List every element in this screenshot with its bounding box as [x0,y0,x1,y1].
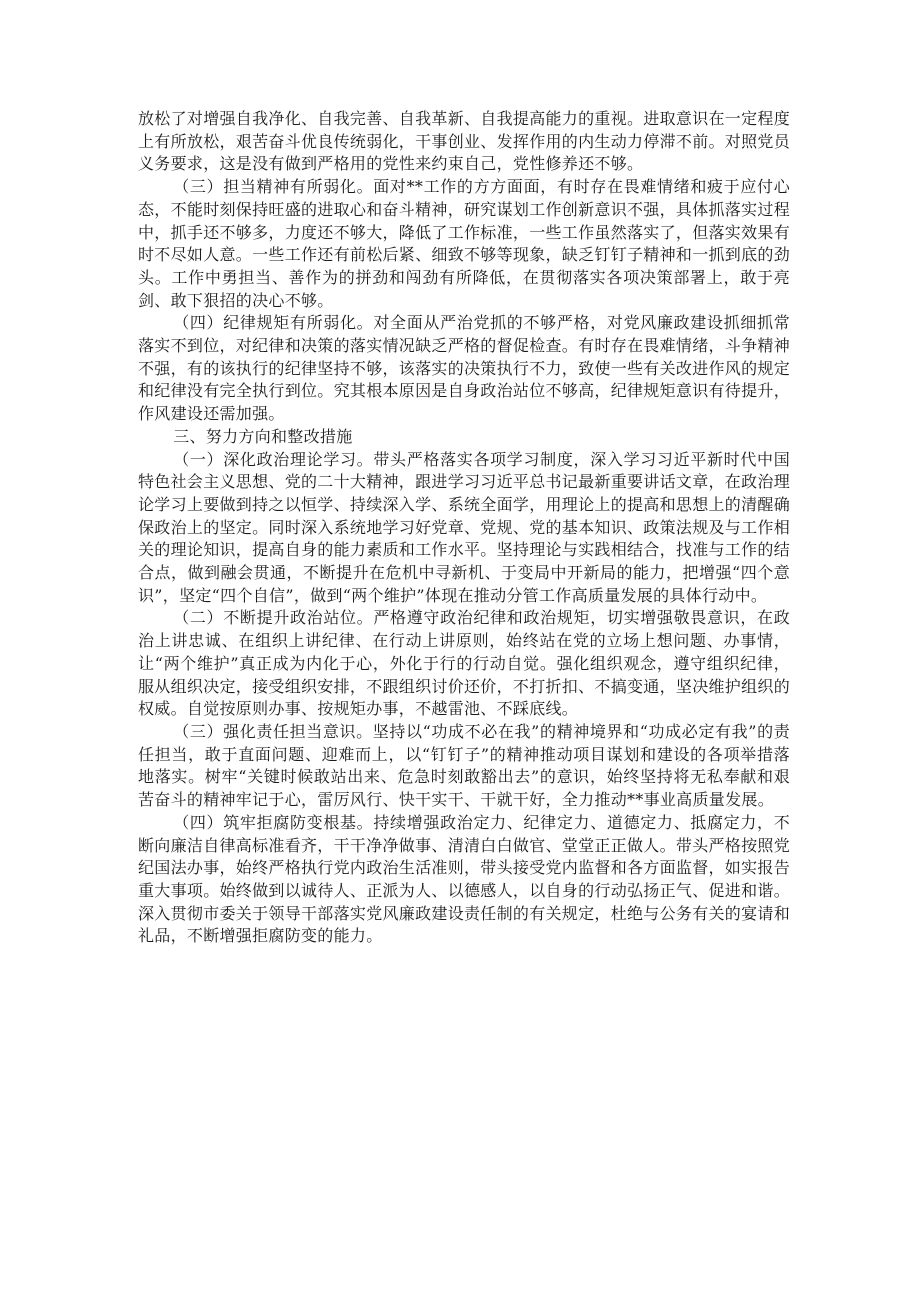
paragraph-anti-corruption: （四）筑牢拒腐防变根基。持续增强政治定力、纪律定力、道德定力、抵腐定力，不断向廉洁自律高标准看齐，干干净净做事、清清白白做官、堂堂正正做人。带头严格按照党纪国法办事，始终严格执行党内政治生活准则，带头接受党内监督和各方面监督，如实报告重大事项。始终做到以诚待人、正派为人、以德感人，以自身的行动弘扬正气、促进和谐。深入贯彻市委关于领导干部落实党风廉政建设责任制的有关规定，杜绝与公务有关的宴请和礼品，不断增强拒腐防变的能力。 [138,812,791,946]
paragraph-continuation: 放松了对增强自我净化、自我完善、自我革新、自我提高能力的重视。进取意识在一定程度上有所放松，艰苦奋斗优良传统弱化，干事创业、发挥作用的内生动力停滞不前。对照党员义务要求，这是没有做到严格用的党性来约束自己，党性修养还不够。 [138,109,791,174]
paragraph-political-stance: （二）不断提升政治站位。严格遵守政治纪律和政治规矩，切实增强敬畏意识，在政治上讲忠诚、在组织上讲纪律、在行动上讲原则，始终站在党的立场上想问题、办事情，让“两个维护”真正成为内化于心，外化于行的行动自觉。强化组织观念，遵守组织纪律，服从组织决定，接受组织安排，不跟组织讨价还价，不打折扣、不搞变通，坚决维护组织的权威。自觉按原则办事、按规矩办事，不越雷池、不踩底线。 [138,608,791,719]
document-body [138,108,790,948]
paragraph-responsibility: （三）强化责任担当意识。坚持以“功成不必在我”的精神境界和“功成必定有我”的责任担当，敢于直面问题、迎难而上，以“钉钉子”的精神推动项目谋划和建设的各项举措落地落实。树牢“关键时候敢站出来、危急时刻敢豁出去”的意识，始终坚持将无私奉献和艰苦奋斗的精神牢记于心，雷厉风行、快干实干、干就干好，全力推动**事业高质量发展。 [138,721,790,810]
paragraph-responsibility-weakened: （三）担当精神有所弱化。面对**工作的方方面面，有时存在畏难情绪和疲于应付心态，不能时刻保持旺盛的进取心和奋斗精神，研究谋划工作创新意识不强，具体抓落实过程中，抓手还不够多，力度还不够大，降低了工作标准，一些工作虽然落实了，但落实效果有时不尽如人意。一些工作还有前松后紧、细致不够等现象，缺乏钉钉子精神和一抓到底的劲头。工作中勇担当、善作为的拼劲和闯劲有所降低，在贯彻落实各项决策部署上，敢于亮剑、敢下狠招的决心不够。 [138,177,791,310]
paragraph-theory-study: （一）深化政治理论学习。带头严格落实各项学习制度，深入学习习近平新时代中国特色社会主义思想、党的二十大精神，跟进学习习近平总书记最新重要讲话文章，在政治理论学习上要做到持之以恒学、持续深入学、系统全面学，用理论上的提高和思想上的清醒确保政治上的坚定。同时深入系统地学习好党章、党规、党的基本知识、政策法规及与工作相关的理论知识，提高自身的能力素质和工作水平。坚持理论与实践相结合，找准与工作的结合点，做到融会贯通，不断提升在危机中寻新机、于变局中开新局的能力，把增强“四个意识”，坚定“四个自信”，做到“两个维护”体现在推动分管工作高质量发展的具体行动中。 [138,449,791,605]
section-heading-rectification: 三、努力方向和整改措施 [173,426,353,446]
paragraph-discipline-weakened: （四）纪律规矩有所弱化。对全面从严治党抓的不够严格，对党风廉政建设抓细抓常落实不到位，对纪律和决策的落实情况缺乏严格的督促检查。有时存在畏难情绪，斗争精神不强，有的该执行的纪律坚持不够，该落实的决策执行不力，致使一些有关改进作风的规定和纪律没有完全执行到位。究其根本原因是自身政治站位不够高，纪律规矩意识有待提升，作风建设还需加强。 [138,313,791,424]
